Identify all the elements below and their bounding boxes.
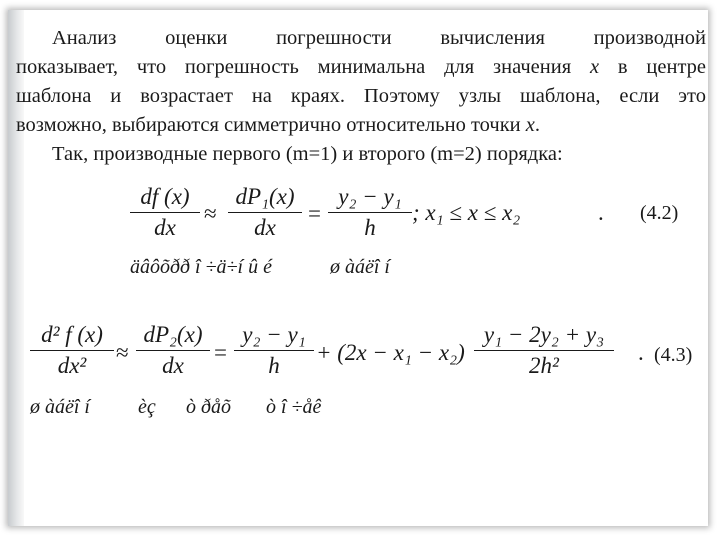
garbled-caption: äâôõðð î ÷ä÷í û é bbox=[130, 256, 272, 278]
eq1-trailing-dot: . bbox=[598, 200, 604, 225]
eq2-b-denominator: 2h² bbox=[529, 353, 559, 379]
eq2-a-denominator: h bbox=[268, 353, 280, 379]
eq2-b-numerator: y₁ − 2y₂ + y₃ bbox=[483, 322, 605, 347]
variable-x: x bbox=[525, 114, 535, 136]
paragraph-analysis bbox=[16, 24, 706, 140]
line4-tail: . bbox=[534, 114, 540, 136]
fraction-bar bbox=[136, 350, 210, 351]
garbled-caption: ø àáëî í bbox=[330, 256, 390, 278]
eq1-rhs-denominator: h bbox=[364, 215, 376, 241]
eq2-mid-numerator: dP₂(x) bbox=[143, 322, 203, 347]
line2-text: показывает, что погрешность минимальна для значения bbox=[16, 56, 590, 78]
paragraph-line-3: шаблона и возрастает на краях. Поэтому узлы шаблона, если это bbox=[16, 85, 706, 107]
eq2-b-fraction bbox=[474, 322, 614, 379]
equation-number: (4.3) bbox=[654, 344, 693, 366]
approx-sign: ≈ bbox=[116, 340, 129, 365]
eq2-middle-term: + (2x − x₁ − x₂) bbox=[316, 340, 465, 365]
line4-text: возможно, выбираются симметрично относительно точки bbox=[16, 114, 526, 136]
eq2-lhs-denominator: dx² bbox=[57, 353, 87, 379]
eq2-a-numerator: y₂ − y₁ bbox=[242, 322, 306, 347]
eq2-mid-denominator: dx bbox=[162, 353, 184, 379]
garbled-caption: ø àáëî í bbox=[30, 396, 90, 418]
eq1-mid-numerator: dP₁(x) bbox=[235, 184, 295, 209]
fraction-bar bbox=[30, 350, 114, 351]
eq2-mid-fraction bbox=[136, 322, 210, 379]
garbled-caption: ò î ÷åê bbox=[266, 396, 322, 418]
fraction-bar bbox=[130, 212, 200, 213]
fraction-bar bbox=[234, 350, 314, 351]
fraction-bar bbox=[328, 212, 412, 213]
eq2-lhs-fraction bbox=[30, 322, 114, 379]
eq1-lhs-numerator: df (x) bbox=[140, 184, 190, 209]
eq2-lhs-numerator: d² f (x) bbox=[41, 322, 103, 347]
eq2-a-fraction bbox=[234, 322, 314, 379]
eq1-condition: ; x₁ ≤ x ≤ x₂ bbox=[412, 200, 521, 225]
equals-sign: = bbox=[308, 201, 321, 226]
garbled-caption: ò ðåõ bbox=[186, 396, 231, 418]
eq1-lhs-fraction bbox=[130, 184, 200, 241]
paragraph-line-1: Анализ оценки погрешности вычисления производной bbox=[52, 27, 706, 49]
fraction-bar bbox=[228, 212, 302, 213]
eq1-rhs-fraction bbox=[328, 184, 412, 241]
garbled-caption: èç bbox=[138, 396, 156, 418]
eq2-trailing-dot: . bbox=[638, 340, 644, 365]
eq1-mid-fraction bbox=[228, 184, 302, 241]
paragraph-line-4 bbox=[16, 111, 706, 140]
fraction-bar bbox=[474, 350, 614, 351]
eq1-mid-denominator: dx bbox=[254, 215, 276, 241]
paragraph-line-2 bbox=[16, 53, 706, 82]
eq1-rhs-numerator: y₂ − y₁ bbox=[338, 184, 402, 209]
paragraph-derivatives bbox=[16, 140, 706, 169]
line2-tail: в центре bbox=[599, 56, 707, 78]
eq1-lhs-denominator: dx bbox=[154, 215, 176, 241]
paragraph-line: Так, производные первого (m=1) и второго (m=2) порядка: bbox=[52, 143, 563, 165]
variable-x: x bbox=[589, 56, 600, 78]
equation-number: (4.2) bbox=[640, 202, 679, 224]
equals-sign: = bbox=[214, 340, 227, 365]
approx-sign: ≈ bbox=[204, 201, 217, 226]
